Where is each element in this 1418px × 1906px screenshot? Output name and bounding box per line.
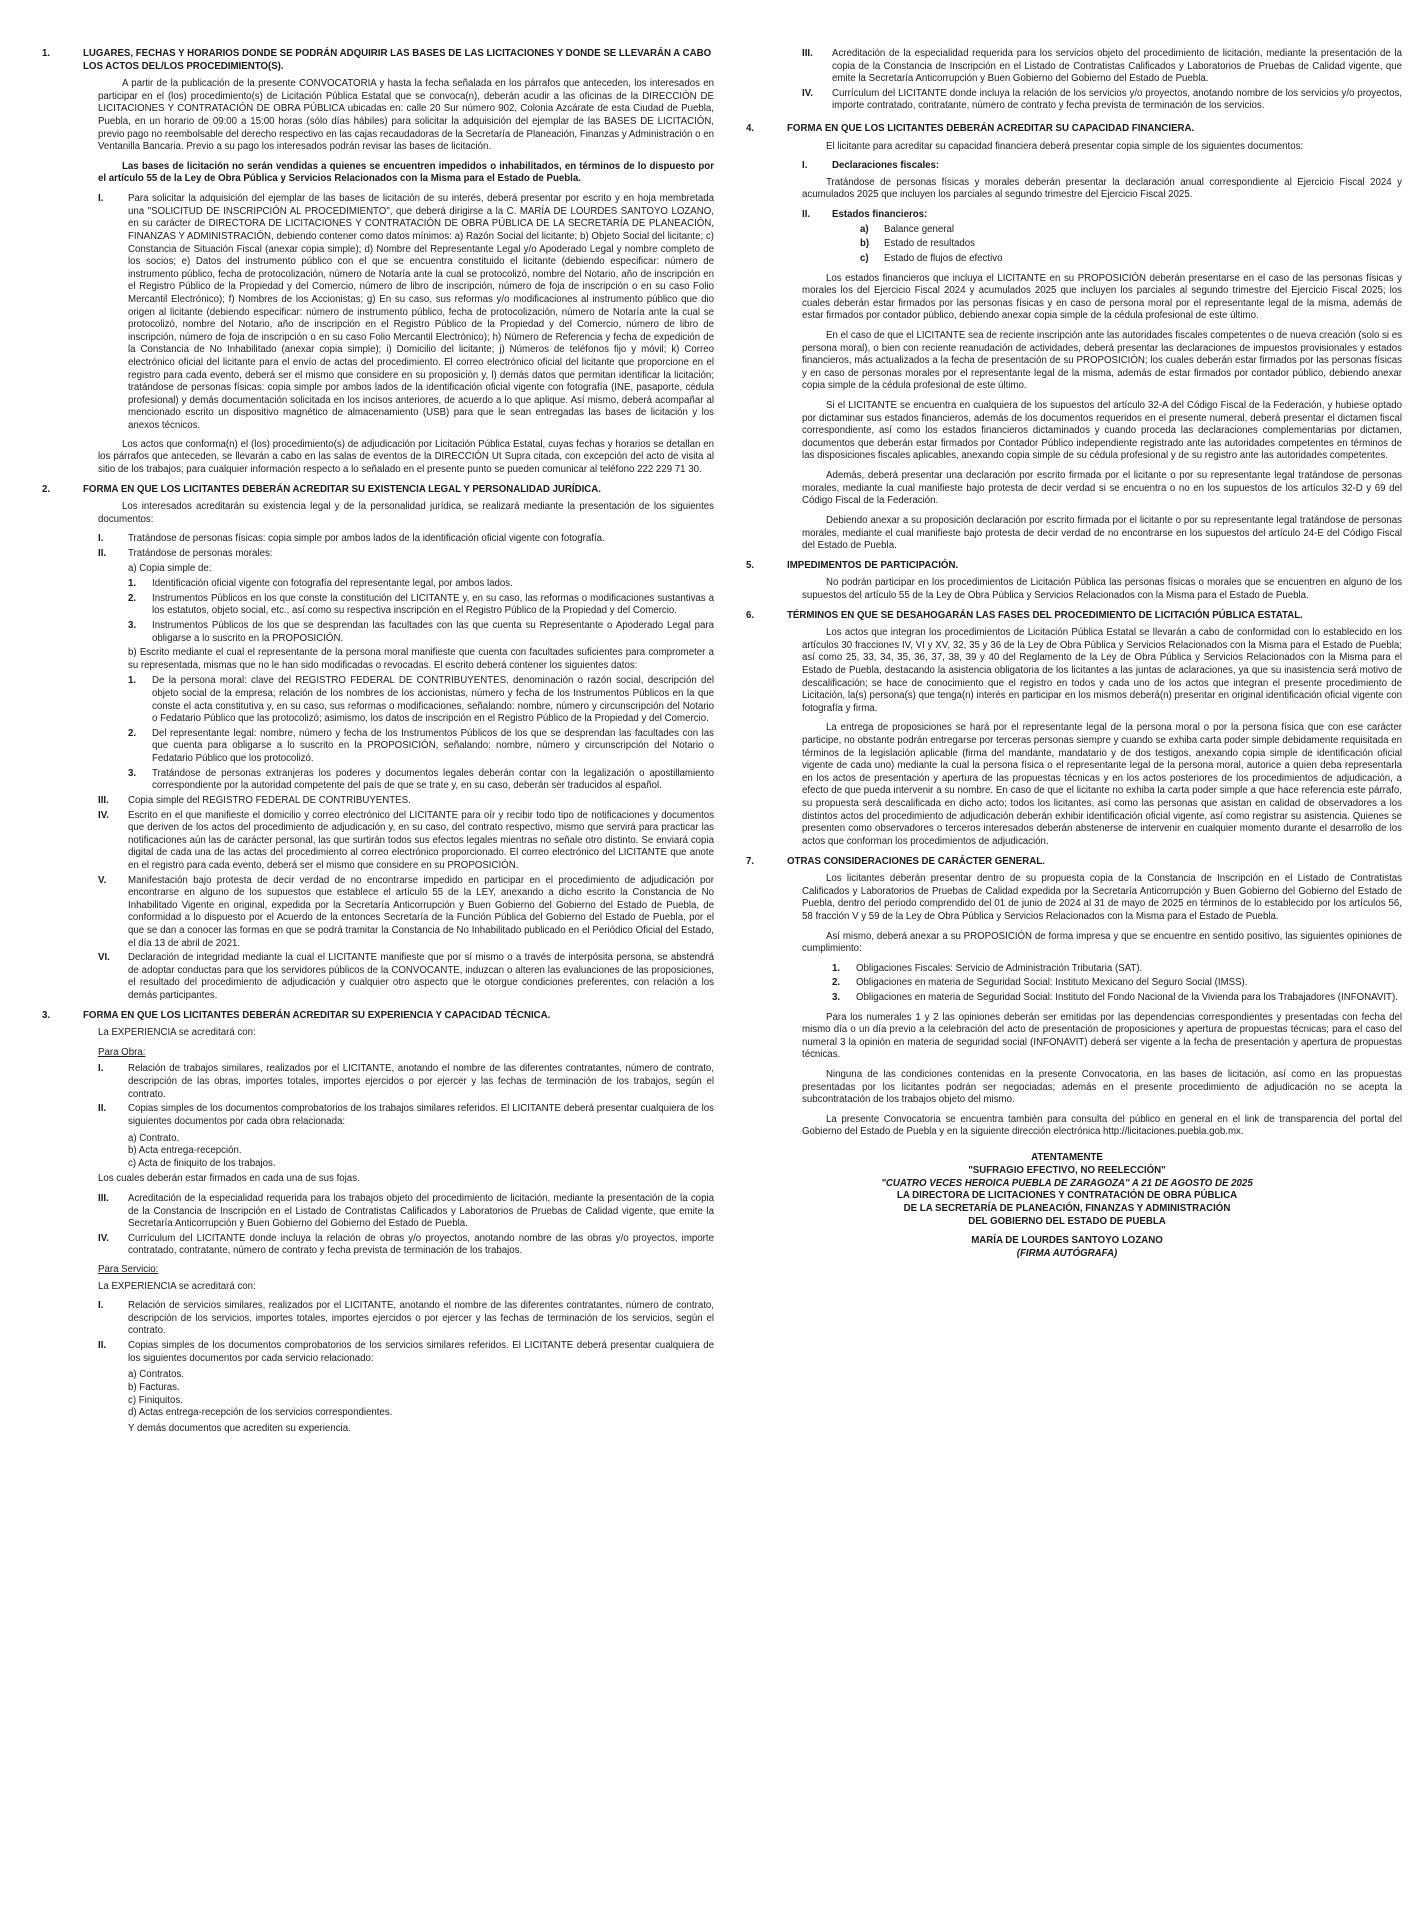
- section-4-paragraph: El licitante para acreditar su capacidad financiera deberá presentar copia simple de los siguientes documentos:: [826, 140, 1304, 152]
- section-1-heading: 1. LUGARES, FECHAS Y HORARIOS DONDE SE PODRÁN ADQUIRIR LAS BASES DE LAS LICITACIONES Y DONDE SE LLEVARÁN A CABO LOS ACTOS DEL/LOS PROCEDIMIENTO(S).: [42, 48, 712, 72]
- section-2-item-v: V. Manifestación bajo protesta de decir verdad de no encontrarse impedido en participar en el procedimiento de adjudicación por encontrarse en alguno de los supuestos que establece el artículo 55 de la LEY, anexando a dicho escrito la Constancia de No Inhabilitado Vigente en original, expedida por la Secretaría Anticorrupción y Buen Gobierno del Gobierno del Estado de Puebla, de conformidad a lo dispuesto por el Acuerdo de la entonces Secretaría de la Función Pública del Gobierno del Estado de Puebla, por el que se dan a conocer las formas en que se podrá tramitar la Constancia de No Inhabilitado publicado en el Periódico Oficial del Estado, el día 13 de abril de 2021.: [98, 874, 714, 949]
- signatory-name: MARÍA DE LOURDES SANTOYO LOZANO: [971, 1234, 1163, 1246]
- section-2-a-2: 2. Instrumentos Públicos en los que conste la constitución del LICITANTE y, en su caso, las reformas o modificaciones sustantivas a los estatutos, objeto social, etc., así como su respectiva inscripción en el Registro Público de la Propiedad y del Comercio.: [128, 592, 714, 617]
- section-7-paragraph-2: Así mismo, deberá anexar a su PROPOSICIÓN de forma impresa y que se encuentre en sentido positivo, las siguientes opiniones de cumplimiento:: [802, 930, 1402, 955]
- section-2-a-3: 3. Instrumentos Públicos de los que se desprendan las facultades con las que cuenta su Representante o Apoderado Legal para obligarse a lo suscrito en la PROPOSICIÓN.: [128, 619, 714, 644]
- section-3-servicio-ii: II. Copias simples de los documentos comprobatorios de los servicios similares referidos. El LICITANTE deberá presentar cualquiera de los siguientes documentos por cada servicio relacionado:: [98, 1340, 714, 1364]
- section-3-servicio-i: I. Relación de servicios similares, realizados por el LICITANTE, anotando el nombre de las diferentes contratantes, número de contrato, descripción de los servicios, importes totales, importes ejercidos o por ejercer y las fechas de terminación de los servicios, según el contrato.: [98, 1300, 714, 1337]
- section-4-item-ii: II. Estados financieros:: [802, 209, 928, 221]
- section-2-item-vi: VI. Declaración de integridad mediante la cual el LICITANTE manifieste que por sí mismo o a través de interpósita persona, se abstendrá de adoptar conductas para que los servidores públicos de la CONVOCANTE, induzcan o alteren las evaluaciones de las proposiciones, el resultado del procedimiento de adjudicación y cualquier otro aspecto que le otorgue condiciones preferentes, con relación a los demás participantes.: [98, 952, 714, 1002]
- section-2-heading: 2. FORMA EN QUE LOS LICITANTES DEBERÁN ACREDITAR SU EXISTENCIA LEGAL Y PERSONALIDAD JURÍDICA.: [42, 483, 601, 495]
- section-4-paragraph-5: Además, deberá presentar una declaración por escrito firmada por el licitante o por su representante legal tratándose de personas morales, mediante la cual manifieste bajo protesta de decir verdad si se encuentra o no en los supuestos de los artículos 32-D y 69 del Código Fiscal de la Federación.: [802, 470, 1402, 507]
- section-3-servicio-a: a) Contratos.: [128, 1369, 184, 1381]
- section-3-other-docs: Y demás documentos que acrediten su experiencia.: [128, 1422, 351, 1434]
- section-2-a-1: 1. Identificación oficial vigente con fotografía del representante legal, por ambos lados.: [128, 578, 513, 590]
- section-4-paragraph-4: Si el LICITANTE se encuentra en cualquiera de los supuestos del artículo 32-A del Código Fiscal de la Federación, y hubiese optado por dictaminar sus estados financieros, además de los documentos requeridos en el presente numeral, deberá presentar el dictamen fiscal correspondiente, así como los estados financieros dictaminados y cuando proceda las declaraciones complementarias por dictamen, documentos que deberán estar firmados por Contador Público independiente registrado ante las autoridades competentes en términos de las disposiciones fiscales aplicables, anexando copia simple de su cédula profesional y de su registro ante las autoridades competentes.: [802, 400, 1402, 462]
- section-3-servicio-d: d) Actas entrega-recepción de los servicios correspondientes.: [128, 1407, 393, 1419]
- section-2-item-i: I. Tratándose de personas físicas: copia simple por ambos lados de la identificación oficial vigente con fotografía.: [98, 533, 605, 545]
- section-4-c: c) Estado de flujos de efectivo: [860, 252, 1003, 264]
- section-3-fojas-note: Los cuales deberán estar firmados en cada una de sus fojas.: [98, 1173, 360, 1185]
- section-2-item-iii: III. Copia simple del REGISTRO FEDERAL DE CONTRIBUYENTES.: [98, 794, 411, 806]
- section-7-paragraph-3: Para los numerales 1 y 2 las opiniones deberán ser emitidas por las dependencias correspondientes y presentadas con fecha del mismo día o un día previo a la celebración del acto de presentación de proposiciones y apertura de propuestas técnicas; para el caso del numeral 3 la opinión en materia de seguridad social (INFONAVIT) deberá ser vigente a la fecha de presentación y apertura de propuestas técnicas.: [802, 1011, 1402, 1061]
- section-7-heading: 7. OTRAS CONSIDERACIONES DE CARÁCTER GENERAL.: [746, 855, 1045, 867]
- section-7-paragraph-5: La presente Convocatoria se encuentra también para consulta del público en general en el link de transparencia del portal del Gobierno del Estado de Puebla y en la siguiente dirección electrónica http://licitaciones.puebla.gob.mx.: [802, 1113, 1402, 1138]
- servicio-item-iii: III. Acreditación de la especialidad requerida para los servicios objeto del procedimiento de licitación, mediante la presentación de la copia de la Constancia de Inscripción en el Listado de Contratistas Calificados y Laboratorios de Pruebas de Calidad vigente, que emite la Secretaría Anticorrupción y Buen Gobierno del Gobierno del Estado de Puebla.: [802, 48, 1402, 85]
- section-4-item-i: I. Declaraciones fiscales:: [802, 160, 940, 172]
- section-1-notice: Las bases de licitación no serán vendidas a quienes se encuentren impedidos o inhabilitados, en términos de lo dispuesto por el artículo 55 de la Ley de Obra Pública y Servicios Relacionados con la Misma para el Estado de Puebla.: [98, 160, 714, 185]
- section-3-obra-ii: II. Copias simples de los documentos comprobatorios de los trabajos similares referidos. El LICITANTE deberá presentar cualquiera de los siguientes documentos por cada obra relacionada:: [98, 1103, 714, 1127]
- section-1-item-i: I. Para solicitar la adquisición del ejemplar de las bases de licitación de su interés, deberá presentar por escrito y en hoja membretada una "SOLICITUD DE INSCRIPCIÓN AL PROCEDIMIENTO", que deberá dirigirse a la C. MARÍA DE LOURDES SANTOYO LOZANO, en su carácter de DIRECTORA DE LICITACIONES Y CONTRATACIÓN DE OBRA PÚBLICA DE LA SECRETARÍA DE PLANEACIÓN, FINANZAS Y ADMINISTRACIÓN, debiendo contener como datos mínimos: a) Razón Social del licitante; b) Objeto Social del licitante; c) Constancia de Situación Fiscal (anexar copia simple); d) Nombre del Representante Legal y/o Apoderado Legal y nombre completo de los socios; e) Datos del instrumento público con el que se encuentra constituido el licitante (debiendo especificar: número de instrumento público, fecha de protocolización, número de Notaría ante la cual se protocolizó, nombre del Notario, año de inscripción en el Registro Público de la Propiedad y del Comercio, número de libro de inscripción, número de foja de inscripción o en su caso Folio Mercantil Electrónico); f) Nombres de los Accionistas; g) En su caso, sus reformas y/o modificaciones al instrumento público que dio origen al licitante (debiendo especificar: número de instrumento público, fecha de protocolización, número de Notaría ante la cual se protocolizó, nombre del Notario, año de inscripción en el Registro Público de la Propiedad y del Comercio, número de libro de inscripción, número de foja de inscripción o en su caso Folio Mercantil Electrónico); h) Número de Referencia y fecha de expedición de la Constancia de No Inhabilitado (anexar copia simple); i) Domicilio del licitante; j) Números de teléfonos fijo y móvil; k) Correo electrónico oficial del licitante para el envío de actas del procedimiento. El correo electrónico oficial del licitante que proporcione en el registro para cada evento, deberá ser el mismo que considere en su proposición y, l) demás datos que permitan identificar la licitación; tratándose de personas físicas: copia simple por ambos lados de la identificación oficial vigente con fotografía (INE, pasaporte, cédula profesional) y demás documentación solicitada en los incisos anteriores, de acuerdo a lo que aplique. Así mismo, deberá acompañar al mencionado escrito un dispositivo magnético de almacenamiento (USB) para que le sean entregadas las bases de licitación y los anexos técnicos.: [98, 193, 714, 432]
- section-2-b-1: 1. De la persona moral: clave del REGISTRO FEDERAL DE CONTRIBUYENTES, denominación o razón social, descripción del objeto social de la empresa; relación de los nombres de los accionistas, número y fecha de los Instrumentos Públicos en la que conste el acta constitutiva y, en su caso, sus reformas o modificaciones, señalando: nombre, número y circunscripción del Notario o Fedatario Público que las protocolizó; asimismo, los datos de inscripción en el Registro Público de la Propiedad y del Comercio.: [128, 675, 714, 725]
- section-3-obra-iv: IV. Currículum del LICITANTE donde incluya la relación de obras y/o proyectos, anotando nombre de las obras y/o proyectos, importe contratado, contratante, número de contrato y fecha prevista de terminación de los trabajos.: [98, 1232, 714, 1257]
- section-4-a: a) Balance general: [860, 223, 955, 235]
- section-2-item-ii: II. Tratándose de personas morales:: [98, 547, 273, 559]
- section-3-obra-a: a) Contrato.: [128, 1132, 180, 1144]
- signature-title-3: DEL GOBIERNO DEL ESTADO DE PUEBLA: [968, 1216, 1166, 1228]
- section-3-obra-heading: Para Obra:: [98, 1046, 146, 1058]
- section-3-obra-i: I. Relación de trabajos similares, realizados por el LICITANTE, anotando el nombre de las diferentes contratantes, número de contrato, descripción de las obras, importes totales, importes ejercidos o por ejercer y las fechas de terminación de los trabajos, según el contrato.: [98, 1063, 714, 1100]
- section-3-servicio-heading: Para Servicio:: [98, 1264, 159, 1276]
- section-7-item-1: 1. Obligaciones Fiscales: Servicio de Administración Tributaria (SAT).: [832, 962, 1143, 974]
- left-column: [28, 48, 714, 1438]
- signature-motto: "SUFRAGIO EFECTIVO, NO REELECCIÓN": [968, 1164, 1166, 1176]
- section-4-paragraph-3: En el caso de que el LICITANTE sea de reciente inscripción ante las autoridades fiscales competentes o de nueva creación (solo si es persona moral), o bien con reciente reanudación de actividades, deberá presentar las declaraciones de impuestos provisionales y estados financieros, más actualizados a la fecha de presentación de su PROPOSICIÓN; los cuales deberán estar firmados por las personas físicas y en caso de personas morales por el representante legal de la misma, además de estar firmados por contador público, debiendo anexar copia simple de la cédula profesional de este último.: [802, 329, 1403, 392]
- section-4-fiscal-paragraph: Tratándose de personas físicas y morales deberán presentar la declaración anual correspondiente al Ejercicio Fiscal 2024 y acumulados 2025 que incluyen los parciales al segundo trimestre del Ejercicio Fiscal 2025.: [802, 176, 1402, 201]
- section-7-item-2: 2. Obligaciones en materia de Seguridad Social: Instituto Mexicano del Seguro Social (IMSS).: [832, 977, 1248, 989]
- section-2-subitem-a: a) Copia simple de:: [128, 562, 212, 574]
- section-5-paragraph: No podrán participar en los procedimientos de Licitación Pública las personas físicas o morales que se encuentren en alguno de los supuestos del artículo 55 de la Ley de Obra Pública y Servicios Relacionados con la Misma para el Estado de Puebla.: [802, 577, 1402, 601]
- section-1-paragraph-acts: Los actos que conforma(n) el (los) procedimiento(s) de adjudicación por Licitación Pública Estatal, cuyas fechas y horarios se detallan en los párrafos que anteceden, se llevarán a cabo en las salas de eventos de la DIRECCIÓN Ut Supra citada, con excepción del acto de visita al sitio de los trabajos; para cualquier información respecto a lo señalado en el presente punto se pueden comunicar al teléfono 222 229 71 30.: [98, 438, 714, 475]
- section-6-paragraph-1: Los actos que integran los procedimientos de Licitación Pública Estatal se llevarán a cabo de conformidad con lo establecido en los artículos 30 fracciones IV, VI y XV, 32, 35 y 36 de la Ley de Obra Pública y Servicios Relacionados con la Misma para el Estado de Puebla; así como 25, 33, 34, 35, 36, 37, 38, 39 y 40 del Reglamento de la Ley de Obra Pública y Servicios Relacionados con la Misma para el Estado de Puebla, destacando la asistencia obligatoria de los licitantes a las juntas de aclaraciones, ya que su inasistencia será motivo de descalificación; se hace de conocimiento que el registro en todos y cada uno de los actos que integran el presente procedimiento de Licitación, la(s) persona(s) que tenga(n) interés en participar en los mismos deberá(n) presentar en original identificación oficial vigente con fotografía y firma.: [802, 627, 1402, 714]
- section-4-paragraph-2: Los estados financieros que incluya el LICITANTE en su PROPOSICIÓN deberán presentarse en el caso de las personas físicas y morales los del Ejercicio Fiscal 2024 y acumulados 2025 que incluyen los parciales al segundo trimestre del Ejercicio Fiscal 2025; los cuales deberán estar firmados por las personas físicas y en caso de persona moral por el representante legal de la misma, además de estar firmados por contador público, debiendo anexar copia simple de la cédula profesional de este último.: [802, 272, 1402, 322]
- section-3-experience-label-2: La EXPERIENCIA se acreditará con:: [98, 1280, 256, 1292]
- section-7-item-3: 3. Obligaciones en materia de Seguridad Social: Instituto del Fondo Nacional de la Vivienda para los Trabajadores (INFONAVIT).: [832, 992, 1398, 1003]
- right-column: [732, 48, 1402, 1260]
- section-2-item-iv: IV. Escrito en el que manifieste el domicilio y correo electrónico del LICITANTE para oír y recibir todo tipo de notificaciones y documentos que deriven de los actos del procedimiento de adjudicación y, en su caso, del contrato respectivo, mismo que servirá para practicar las notificaciones aún las de carácter personal, las que surtirán todos sus efectos legales mientras no señale otro distinto. Se enviará copia digital de cada una de las actas del procedimiento al correo electrónico proporcionado. El correo electrónico del LICITANTE que anote en el registro para cada evento, deberá ser el mismo que considere en su PROPOSICIÓN.: [98, 809, 714, 871]
- servicio-item-iv: IV. Currículum del LICITANTE donde incluya la relación de los servicios y/o proyectos, anotando nombre de los servicios y/o proyectos, importe contratado, contratante, número de contrato y fecha prevista de terminación de los servicios.: [802, 87, 1402, 112]
- section-2-b-2: 2. Del representante legal: nombre, número y fecha de los Instrumentos Públicos de los que se desprendan las facultades con las que cuenta para obligarse a lo suscrito en la PROPOSICIÓN, señalando: nombre, número y circunscripción del Notario o Fedatario Público que los protocolizó.: [128, 727, 714, 765]
- section-2-subitem-b: b) Escrito mediante el cual el representante de la persona moral manifieste que cuenta con facultades suficientes para comprometer a su representada, mismas que no le han sido modificadas o revocadas. El escrito deberá contener los siguientes datos:: [128, 647, 714, 671]
- section-4-b: b) Estado de resultados: [860, 238, 976, 250]
- section-4-paragraph-6: Debiendo anexar a su proposición declaración por escrito firmada por el licitante o por su representante legal tratándose de personas morales, mediante el cual manifieste bajo protesta de decir verdad de no encontrarse en los supuestos del artículo 24-E del Código Fiscal del Estado de Puebla.: [802, 514, 1402, 552]
- section-3-obra-c: c) Acta de finiquito de los trabajos.: [128, 1157, 276, 1169]
- section-7-paragraph-4: Ninguna de las condiciones contenidas en la presente Convocatoria, en las bases de licitación, así como en las propuestas presentadas por los licitantes podrán ser negociadas; además en el presente procedimiento de adjudicación no se acepta la subcontratación de los trabajos objeto del mismo.: [802, 1069, 1402, 1106]
- section-7-paragraph-1: Los licitantes deberán presentar dentro de su propuesta copia de la Constancia de Inscripción en el Listado de Contratistas Calificados y Laboratorios de Pruebas de Calidad expedida por la Secretaría Anticorrupción y Buen Gobierno del Gobierno del Estado de Puebla, dentro del periodo comprendido del 01 de junio de 2024 al 31 de mayo de 2025 en términos de lo establecido por los artículos 56, 58 fracción V y 59 de la Ley de Obra Pública y Servicios Relacionados con la Misma para el Estado de Puebla.: [802, 873, 1402, 922]
- section-3-heading: 3. FORMA EN QUE LOS LICITANTES DEBERÁN ACREDITAR SU EXPERIENCIA Y CAPACIDAD TÉCNICA.: [42, 1009, 551, 1021]
- section-2-b-3: 3. Tratándose de personas extranjeras los poderes y documentos legales deberán contar con la legalización o apostillamiento correspondiente por la autoridad competente del país de que se trate y, en su caso, deberán ser traducidos al español.: [128, 767, 714, 792]
- section-6-paragraph-2: La entrega de proposiciones se hará por el representante legal de la persona moral o por la persona física que con ese carácter participe, no obstante podrán entregarse por terceras personas siempre y cuando se exhiba carta poder simple debidamente requisitada en términos de la legislación aplicable (firma del mandante, mandatario y de dos testigos, anexando copia simple de identificación oficial vigente de cada uno) mediante la cual la persona física o el representante legal de la persona moral, autorice a quien deba representarla en los actos de presentación y apertura de las propuestas técnicas y en los actos posteriores de los procedimientos de adjudicación, a efecto de que pueda intervenir a su nombre. En caso de que el licitante no exhiba la carta poder simple a que hace referencia este párrafo, su propuesta será descalificada en dicho acto; todos los licitantes, así como las personas que asistan en calidad de observadores a los distintos actos del procedimiento de adjudicación deberán exhibir identificación oficial vigente, así como registrar su asistencia. Quienes se presenten como observadores o terceros interesados deberán abstenerse de intervenir en cualquier momento durante el desarrollo de los actos que conforman los procedimientos de adjudicación.: [802, 722, 1402, 847]
- signature-title-1: LA DIRECTORA DE LICITACIONES Y CONTRATACIÓN DE OBRA PÚBLICA: [896, 1190, 1238, 1202]
- section-3-servicio-c: c) Finiquitos.: [128, 1394, 183, 1406]
- section-6-heading: 6. TÉRMINOS EN QUE SE DESAHOGARÁN LAS FASES DEL PROCEDIMIENTO DE LICITACIÓN PÚBLICA ESTATAL.: [746, 609, 1303, 621]
- section-1-paragraph: A partir de la publicación de la presente CONVOCATORIA y hasta la fecha señalada en los párrafos que anteceden, los interesados en participar en el (los) procedimiento(s) de Licitación Pública Estatal que se convoca(n), deberán acudir a las oficinas de la DIRECCIÓN DE LICITACIONES Y CONTRATACIÓN DE OBRA PÚBLICA ubicadas en: calle 20 Sur número 902, Colonia Azcárate de esta Ciudad de Puebla, Puebla, en un horario de 09:00 a 15:00 horas (sólo días hábiles) para solicitar la adquisición del ejemplar de las BASES DE LICITACIÓN, previo pago no reembolsable del derecho respectivo en las cajas recaudadoras de la Secretaría de Planeación, Finanzas y Administración o en Ventanilla Bancaria. Previo a su pago los interesados podrán revisar las bases de licitación.: [98, 78, 714, 153]
- section-3-servicio-b: b) Facturas.: [128, 1381, 180, 1393]
- signature-place-date: "CUATRO VECES HEROICA PUEBLA DE ZARAGOZA" A 21 DE AGOSTO DE 2025: [881, 1177, 1253, 1189]
- section-3-experience-label: La EXPERIENCIA se acreditará con:: [98, 1027, 256, 1039]
- section-3-obra-iii: III. Acreditación de la especialidad requerida para los trabajos objeto del procedimiento de licitación, mediante la presentación de la copia de la Constancia de Inscripción en el Listado de Contratistas Calificados y Laboratorios de Pruebas de Calidad vigente, que emite la Secretaría Anticorrupción y Buen Gobierno del Gobierno del Estado de Puebla.: [98, 1192, 714, 1230]
- section-2-paragraph: Los interesados acreditarán su existencia legal y de la personalidad jurídica, se realizará mediante la presentación de los siguientes documentos:: [98, 501, 714, 525]
- signature-closing: ATENTAMENTE: [1031, 1152, 1103, 1164]
- signature-note: (FIRMA AUTÓGRAFA): [1016, 1247, 1118, 1259]
- section-3-obra-b: b) Acta entrega-recepción.: [128, 1145, 242, 1157]
- section-4-heading: 4. FORMA EN QUE LOS LICITANTES DEBERÁN ACREDITAR SU CAPACIDAD FINANCIERA.: [746, 123, 1195, 135]
- signature-title-2: DE LA SECRETARÍA DE PLANEACIÓN, FINANZAS Y ADMINISTRACIÓN: [903, 1203, 1231, 1215]
- section-5-heading: 5. IMPEDIMENTOS DE PARTICIPACIÓN.: [746, 559, 959, 571]
